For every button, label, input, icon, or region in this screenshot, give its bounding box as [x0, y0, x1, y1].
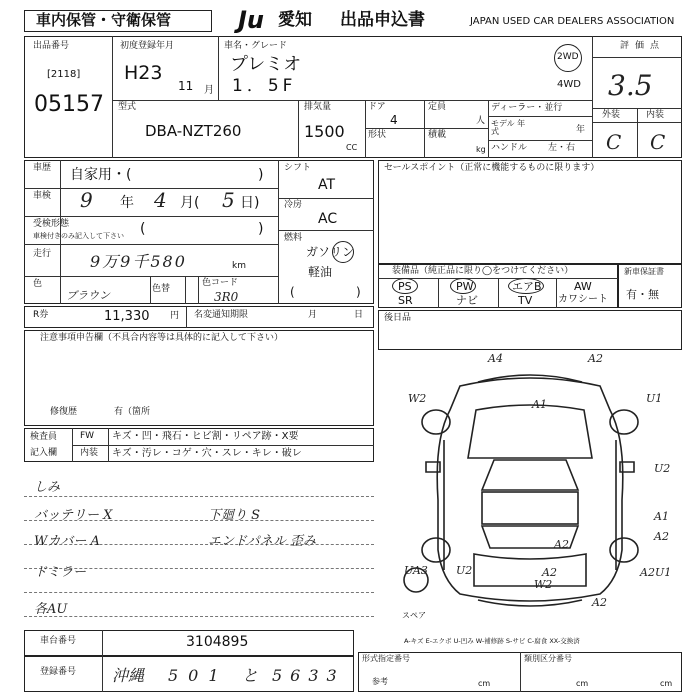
score-int-label: 内装 — [646, 110, 665, 120]
history-close: ) — [258, 167, 264, 183]
model-year-label: モデル 年式 — [491, 119, 526, 136]
inspection-day-unit: 日) — [240, 195, 260, 211]
score-int-value: C — [650, 130, 666, 154]
inspector-row1-head: FW — [80, 431, 95, 441]
note-wiper-cover: Wカバー A — [34, 534, 100, 549]
displacement-label: 排気量 — [304, 102, 332, 112]
cert-ref-label: 参考 — [372, 677, 388, 686]
plate-kana: と — [242, 666, 259, 685]
mark-a2-tail: A2 — [592, 596, 607, 609]
cert-label: 形式指定番号 — [362, 654, 410, 663]
type-label: 型式 — [118, 102, 137, 112]
mark-u2-right: U2 — [654, 462, 671, 475]
lot-sub: [2118] — [47, 69, 81, 80]
aircon-label: 冷房 — [284, 200, 303, 210]
model-label: 車名・グレード — [224, 41, 288, 51]
acceptance-close: ) — [258, 221, 264, 237]
equip-ps-circle — [392, 278, 418, 294]
mark-u1-right: U1 — [646, 392, 663, 405]
mark-w2-rear: W2 — [534, 578, 553, 591]
tax-notice-month: 月 — [308, 310, 318, 320]
fuel-label: 燃料 — [284, 233, 303, 243]
mileage-value: 9万9千580 — [90, 252, 187, 271]
mark-a1-right: A1 — [654, 510, 669, 523]
drive-2wd: 2WD — [557, 52, 579, 62]
history-value: 自家用・( — [70, 167, 132, 183]
color-code-value: 3R0 — [214, 290, 239, 304]
inspection-year: 9 — [80, 188, 93, 212]
inspector-row1-items: キズ・凹・飛石・ヒビ割・リペア跡・X要 — [112, 431, 299, 442]
score-ext-label: 外装 — [602, 110, 621, 120]
load-label: 積載 — [428, 130, 447, 140]
fuel-paren: ( — [290, 285, 295, 299]
year-unit: 年 — [576, 125, 586, 135]
inspection-label: 車検 — [33, 191, 52, 201]
shift-value: AT — [318, 177, 336, 193]
mark-ua3: UA3 — [404, 564, 428, 577]
lot-label: 出品番号 — [33, 41, 70, 51]
assoc-name: JAPAN USED CAR DEALERS ASSOCIATION — [470, 16, 675, 27]
note-battery: バッテリー X — [34, 508, 113, 523]
later-items-frame — [378, 310, 682, 350]
sales-point-label: セールスポイント（正常に機能するものに限ります） — [384, 163, 600, 173]
recycle-unit: 円 — [170, 311, 180, 321]
mark-w2-front: W2 — [408, 392, 427, 405]
ju-logo: Ju — [238, 6, 265, 34]
history-label: 車歴 — [33, 163, 52, 173]
fuel-diesel: 軽油 — [308, 265, 333, 279]
doors-value: 4 — [390, 113, 398, 127]
fuel-gasoline: ガソリン — [306, 245, 355, 259]
tax-notice-label: 名変通知期限 — [194, 310, 249, 320]
inspector-label-1: 検査員 — [30, 432, 58, 442]
spare-label: スペア — [402, 611, 426, 620]
mark-a2-front: A2 — [588, 352, 603, 365]
recycle-value: 11,330 — [104, 309, 150, 324]
inspector-row2-head: 内装 — [80, 448, 99, 458]
capacity-label: 定員 — [428, 102, 447, 112]
color-change-label: 色替 — [152, 284, 171, 294]
mark-a2-rear: A2 — [542, 566, 557, 579]
mark-a4: A4 — [488, 352, 503, 365]
equip-leather: カワシート — [558, 294, 608, 305]
repair-value: 有（箇所 — [114, 407, 151, 417]
equip-pw-circle — [450, 278, 476, 294]
aircon-value: AC — [318, 211, 338, 227]
acceptance-paren: ( — [140, 221, 146, 237]
equipment-label: 装備品（純正品に限り◯をつけてください） — [392, 266, 574, 276]
doors-label: ドア — [368, 102, 386, 112]
registration-month: 11 — [178, 79, 194, 93]
warranty-label: 新車保証書 — [624, 267, 664, 276]
lot-number: 05157 — [34, 92, 104, 117]
capacity-unit: 人 — [476, 116, 486, 126]
equip-airbag: エアB — [512, 280, 542, 293]
diagram-legend: A-キズ E-エクボ U-凹み W-補修跡 S-サビ C-腐食 XX-交換済 — [404, 637, 580, 645]
note-end-panel: エンドパネル 歪み — [208, 534, 316, 549]
equip-ps: PS — [398, 280, 412, 293]
repair-label: 修復歴 — [50, 407, 78, 417]
registration-month-unit: 月 — [204, 85, 214, 96]
handle-value: 左・右 — [548, 143, 576, 153]
equip-airbag-circle — [508, 278, 544, 294]
inspection-month-unit: 月( — [180, 195, 200, 211]
equip-aw: AW — [574, 280, 592, 293]
model-name: プレミオ — [230, 54, 302, 75]
acceptance-note: 車検付きのみ記入して下さい — [33, 232, 124, 240]
color-label: 色 — [33, 279, 43, 289]
inspector-row2-items: キズ・汚レ・コゲ・穴・スレ・キレ・破レ — [112, 448, 302, 459]
score-value: 3.5 — [608, 69, 653, 102]
note-each-au: 各AU — [34, 602, 68, 617]
car-damage-diagram — [378, 350, 682, 630]
mark-u2-left: U2 — [456, 564, 473, 577]
mileage-label: 走行 — [33, 249, 52, 259]
score-ext-value: C — [606, 130, 622, 154]
mark-a2-right-rear: A2 — [654, 530, 669, 543]
acceptance-label: 受検形態 — [33, 219, 70, 229]
notes-label: 注意事項申告欄（不具合内容等は具体的に記入して下さい） — [40, 333, 284, 343]
registration-label: 初度登録年月 — [120, 41, 175, 51]
mark-a1-hood: A1 — [532, 398, 547, 411]
handle-label: ハンドル — [491, 143, 528, 153]
recycle-label: R券 — [33, 310, 49, 320]
shape-label: 形状 — [368, 130, 387, 140]
model-grade: 1．5F — [232, 76, 297, 96]
displacement-unit: CC — [346, 143, 358, 152]
plate-number: 5633 — [272, 666, 345, 685]
note-underbody: 下廻り S — [208, 508, 261, 523]
later-items-label: 後日品 — [384, 313, 412, 323]
form-title: 出品申込書 — [340, 10, 425, 30]
plate-class: 501 — [168, 666, 229, 685]
cert-length-unit: cm — [478, 679, 491, 688]
inspection-year-unit: 年 — [120, 195, 134, 211]
color-code-label: 色コード — [202, 278, 239, 288]
note-stain: しみ — [34, 480, 61, 495]
fuel-close: ) — [356, 285, 361, 299]
inspector-label-2: 記入欄 — [30, 448, 58, 458]
cert-width-unit: cm — [576, 679, 589, 688]
type-value: DBA-NZT260 — [145, 122, 242, 140]
tax-notice-day: 日 — [354, 310, 364, 320]
dealer-import-label: ディーラー・並行 — [491, 103, 563, 113]
sales-point-frame — [378, 160, 682, 264]
cert-sub-label: 類別区分番号 — [524, 654, 572, 663]
drive-4wd: 4WD — [557, 79, 581, 90]
shift-label: シフト — [284, 163, 312, 173]
chassis-value: 3104895 — [186, 634, 249, 650]
warranty-value: 有・無 — [626, 288, 659, 301]
equip-pw: PW — [456, 280, 474, 293]
score-label: 評価点 — [620, 41, 666, 51]
fuel-circle — [332, 241, 354, 263]
mark-a2-lower: A2 — [554, 538, 569, 551]
equip-tv: TV — [518, 294, 533, 307]
load-unit: kg — [476, 145, 486, 154]
inspection-month: 4 — [154, 188, 167, 212]
color-value: ブラウン — [66, 289, 110, 302]
plate-region: 沖縄 — [112, 666, 145, 685]
mileage-unit: km — [232, 261, 246, 271]
inspection-day: 5 — [222, 188, 235, 212]
displacement-value: 1500 — [304, 122, 345, 141]
chassis-label: 車台番号 — [40, 636, 77, 646]
equip-sr: SR — [398, 294, 413, 307]
storage-label: 車内保管・守衛保管 — [36, 11, 172, 29]
plate-label: 登録番号 — [40, 667, 77, 677]
equip-navi: ナビ — [456, 294, 478, 307]
registration-era-year: H23 — [124, 62, 163, 84]
cert-height-unit: cm — [660, 679, 673, 688]
org-name: 愛知 — [278, 10, 312, 30]
mark-a2u1: A2U1 — [640, 566, 672, 579]
note-mirror: ドミラー — [34, 565, 87, 580]
